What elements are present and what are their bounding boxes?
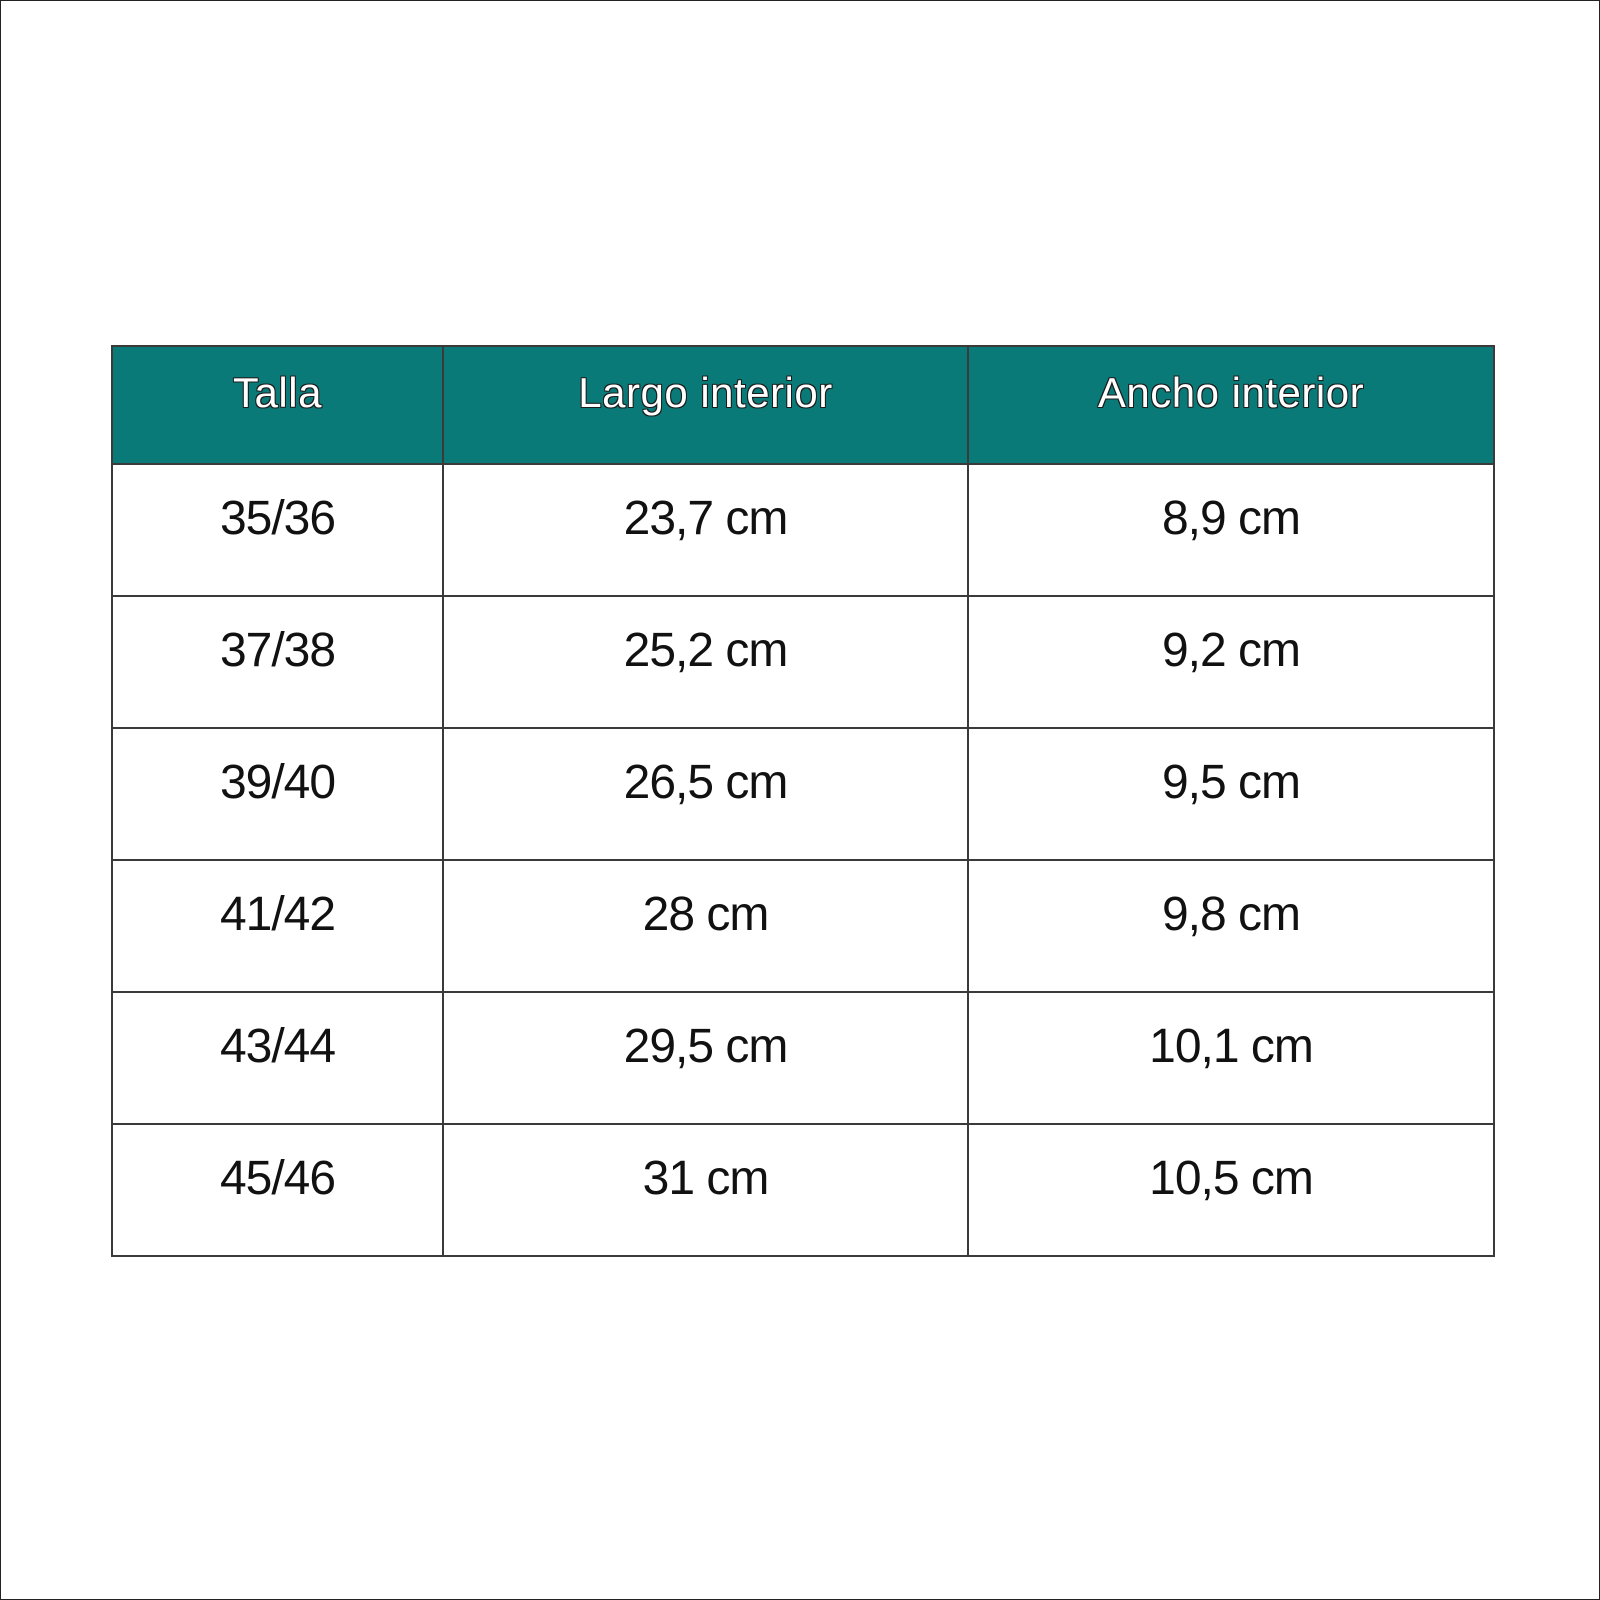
- cell-ancho-interior: 10,1 cm: [968, 992, 1494, 1124]
- table-row: [112, 860, 1494, 992]
- cell-talla: 43/44: [112, 992, 443, 1124]
- table-header: [112, 346, 1494, 464]
- header-ancho-interior: Ancho interior: [968, 346, 1494, 464]
- header-row: [112, 346, 1494, 464]
- cell-ancho-interior: 9,8 cm: [968, 860, 1494, 992]
- cell-largo-interior: 23,7 cm: [443, 464, 968, 596]
- cell-ancho-interior: 9,5 cm: [968, 728, 1494, 860]
- cell-largo-interior: 28 cm: [443, 860, 968, 992]
- header-talla: Talla: [112, 346, 443, 464]
- cell-ancho-interior: 8,9 cm: [968, 464, 1494, 596]
- cell-ancho-interior: 9,2 cm: [968, 596, 1494, 728]
- cell-largo-interior: 31 cm: [443, 1124, 968, 1256]
- cell-ancho-interior: 10,5 cm: [968, 1124, 1494, 1256]
- cell-largo-interior: 26,5 cm: [443, 728, 968, 860]
- cell-largo-interior: 25,2 cm: [443, 596, 968, 728]
- table-row: [112, 992, 1494, 1124]
- table-row: [112, 728, 1494, 860]
- cell-talla: 45/46: [112, 1124, 443, 1256]
- header-largo-interior: Largo interior: [443, 346, 968, 464]
- cell-largo-interior: 29,5 cm: [443, 992, 968, 1124]
- table-row: [112, 464, 1494, 596]
- cell-talla: 35/36: [112, 464, 443, 596]
- cell-talla: 39/40: [112, 728, 443, 860]
- table-body: [112, 464, 1494, 1256]
- cell-talla: 41/42: [112, 860, 443, 992]
- table-row: [112, 596, 1494, 728]
- cell-talla: 37/38: [112, 596, 443, 728]
- size-table: [111, 345, 1495, 1257]
- table-row: [112, 1124, 1494, 1256]
